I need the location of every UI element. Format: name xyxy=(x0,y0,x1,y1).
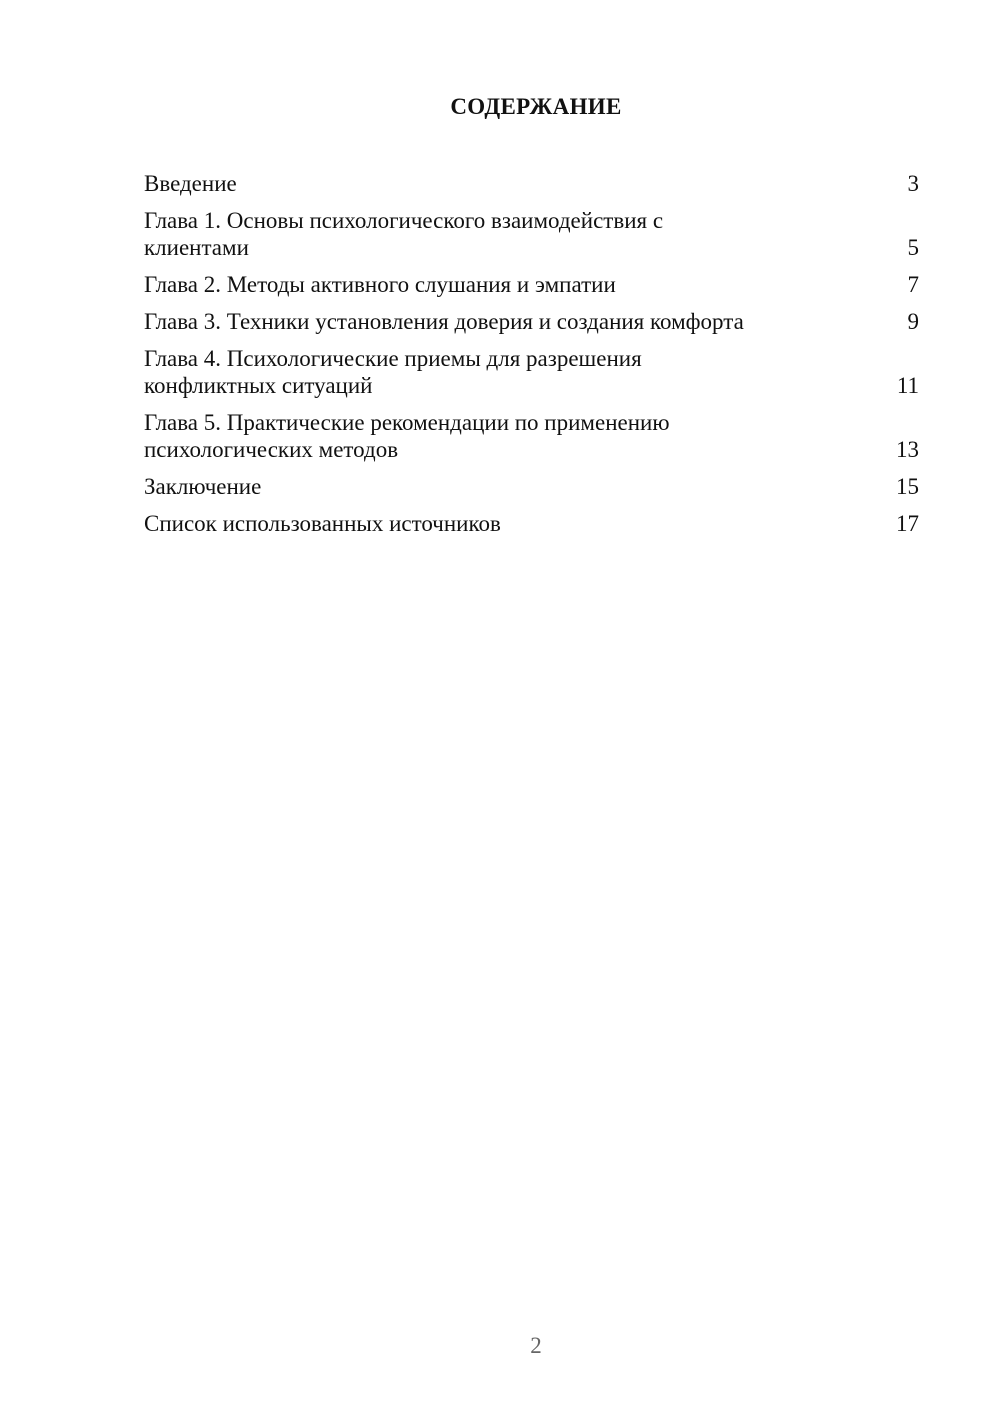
toc-item-chapter-3[interactable] xyxy=(144,308,919,335)
table-of-contents xyxy=(144,170,919,547)
toc-title: СОДЕРЖАНИЕ xyxy=(450,94,622,119)
toc-item-label: Глава 4. Психологические приемы для разрешения конфликтных ситуаций xyxy=(144,346,642,398)
toc-item-label: Список использованных источников xyxy=(144,511,501,536)
toc-item-chapter-1[interactable] xyxy=(144,207,919,261)
toc-item-page: 11 xyxy=(896,373,919,398)
toc-item-page: 5 xyxy=(907,235,919,260)
toc-item-chapter-5[interactable] xyxy=(144,409,919,463)
toc-item-page: 17 xyxy=(896,511,919,536)
toc-item-introduction[interactable] xyxy=(144,170,919,197)
toc-item-conclusion[interactable] xyxy=(144,473,919,500)
toc-item-label: Глава 3. Техники установления доверия и создания комфорта xyxy=(144,309,744,334)
toc-item-references[interactable] xyxy=(144,510,919,537)
toc-item-chapter-4[interactable] xyxy=(144,345,919,399)
toc-item-label: Глава 5. Практические рекомендации по применению психологических методов xyxy=(144,410,670,462)
toc-item-page: 13 xyxy=(896,437,919,462)
toc-item-label: Заключение xyxy=(144,474,262,499)
toc-item-page: 3 xyxy=(907,171,919,196)
toc-item-chapter-2[interactable] xyxy=(144,271,919,298)
toc-item-label: Введение xyxy=(144,171,237,196)
toc-item-page: 15 xyxy=(896,474,919,499)
page-number: 2 xyxy=(530,1333,542,1358)
toc-item-page: 7 xyxy=(907,272,919,297)
toc-item-page: 9 xyxy=(907,309,919,334)
toc-item-label: Глава 1. Основы психологического взаимодействия с клиентами xyxy=(144,208,664,260)
toc-item-label: Глава 2. Методы активного слушания и эмпатии xyxy=(144,272,616,297)
